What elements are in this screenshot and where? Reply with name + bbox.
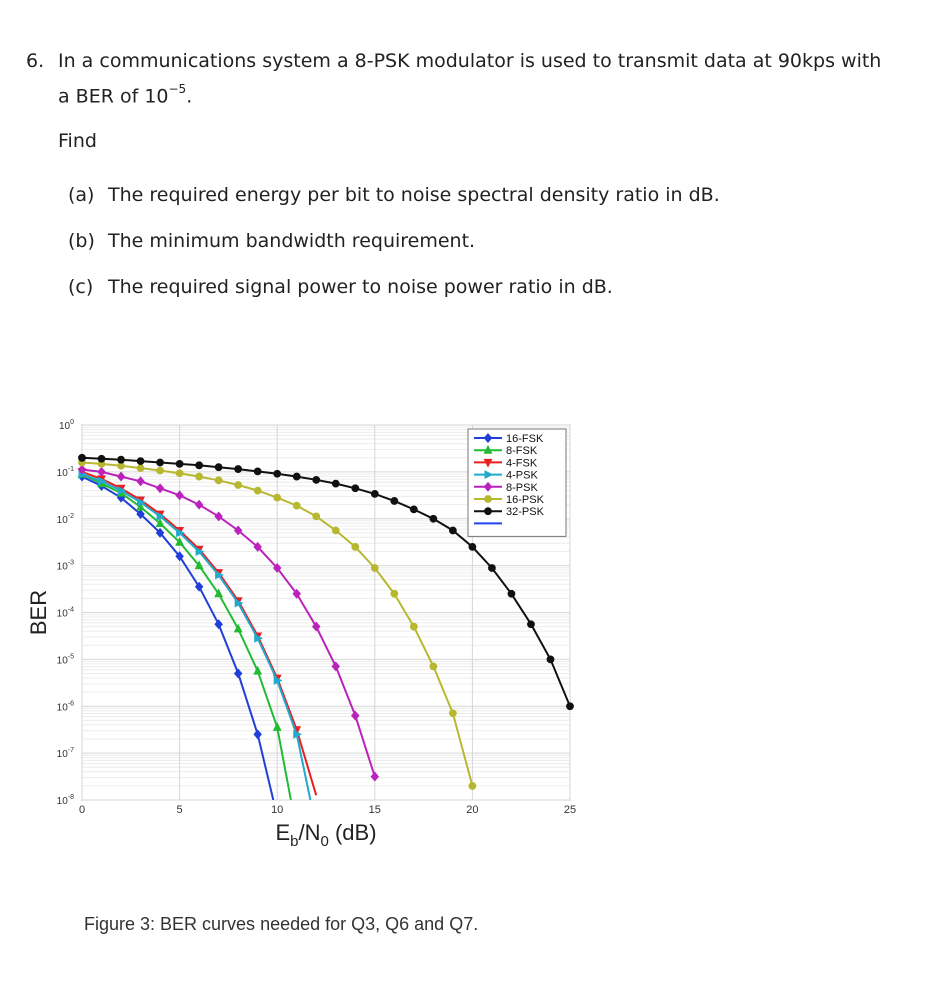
figure-caption: Figure 3: BER curves needed for Q3, Q6 and Q7. <box>84 914 479 934</box>
series-point-16-psk <box>137 465 144 472</box>
series-point-32-psk <box>469 543 476 550</box>
series-point-16-psk <box>235 482 242 489</box>
ber-exponent: −5 <box>168 82 187 96</box>
series-point-16-psk <box>176 470 183 477</box>
series-point-32-psk <box>196 462 203 469</box>
series-point-32-psk <box>352 485 359 492</box>
y-tick-label: $10^{-2}$ <box>56 512 74 526</box>
x-tick-label: 10 <box>271 804 284 816</box>
legend-entry-8-psk: 8-PSK <box>506 481 538 494</box>
question-text-2-end: . <box>186 85 193 108</box>
part-c-label: (c) <box>68 276 94 298</box>
series-point-32-psk <box>235 466 242 473</box>
y-tick-label: $10^{-3}$ <box>56 559 74 573</box>
part-a <box>68 184 720 206</box>
part-c-text: The required signal power to noise power ratio in dB. <box>108 276 613 298</box>
y-tick-label: $10^{-7}$ <box>56 747 74 761</box>
series-point-16-psk <box>274 494 281 501</box>
find-label: Find <box>58 130 97 152</box>
x-tick-label: 0 <box>78 804 86 816</box>
legend-entry-8-fsk: 8-FSK <box>506 445 538 458</box>
y-tick-label: $10^{-5}$ <box>56 653 74 667</box>
ber-chart <box>0 400 620 870</box>
series-point-32-psk <box>98 455 105 462</box>
series-point-16-psk <box>254 487 261 494</box>
series-point-32-psk <box>489 565 496 572</box>
x-tick-label: 5 <box>176 804 183 816</box>
question-line-1 <box>26 46 881 76</box>
x-axis-label: $E_b/N_0$ (dB) <box>275 820 377 850</box>
question-text-1: In a communications system a 8-PSK modulator is used to transmit data at 90kps with <box>58 50 882 72</box>
question-number: 6. <box>26 50 45 72</box>
series-point-32-psk <box>410 506 417 513</box>
series-point-32-psk <box>157 459 164 466</box>
series-point-16-psk <box>196 473 203 480</box>
part-a-label: (a) <box>68 184 95 206</box>
part-b-label: (b) <box>68 230 95 252</box>
series-point-32-psk <box>137 458 144 465</box>
series-point-32-psk <box>391 498 398 505</box>
series-point-32-psk <box>449 527 456 534</box>
series-point-16-psk <box>430 663 437 670</box>
y-tick-label: $10^{-4}$ <box>56 606 74 620</box>
series-point-16-psk <box>293 502 300 509</box>
part-a-text: The required energy per bit to noise spectral density ratio in dB. <box>108 184 720 206</box>
part-b-text: The minimum bandwidth requirement. <box>108 230 476 252</box>
series-point-16-psk <box>215 477 222 484</box>
question-block <box>26 46 881 111</box>
legend-marker <box>485 508 492 515</box>
question-text-2: a BER of 10 <box>58 85 169 108</box>
series-point-32-psk <box>371 491 378 498</box>
series-point-32-psk <box>293 473 300 480</box>
series-point-32-psk <box>274 470 281 477</box>
series-point-32-psk <box>528 621 535 628</box>
series-point-16-psk <box>449 710 456 717</box>
series-point-16-psk <box>313 513 320 520</box>
y-tick-label: $10^{-1}$ <box>56 465 74 479</box>
series-point-16-psk <box>410 623 417 630</box>
series-point-32-psk <box>79 454 86 461</box>
series-point-32-psk <box>508 590 515 597</box>
part-b <box>68 230 475 252</box>
series-point-16-psk <box>371 565 378 572</box>
x-tick-label: 20 <box>466 804 479 816</box>
legend-entry-4-fsk: 4-FSK <box>506 457 538 470</box>
y-tick-label: $10^{-8}$ <box>56 794 74 807</box>
x-tick-label: 15 <box>368 804 381 816</box>
legend-entry-4-psk: 4-PSK <box>506 469 538 482</box>
y-tick-label: $10^0$ <box>58 419 74 432</box>
y-axis-label: BER <box>26 589 51 636</box>
legend-marker <box>485 496 492 503</box>
legend-entry-32-psk: 32-PSK <box>506 506 544 519</box>
series-point-16-psk <box>352 543 359 550</box>
part-c <box>68 276 613 298</box>
series-point-16-psk <box>391 590 398 597</box>
series-point-32-psk <box>430 515 437 522</box>
series-point-32-psk <box>176 461 183 468</box>
question-line-2 <box>26 76 881 111</box>
series-point-32-psk <box>313 476 320 483</box>
series-point-32-psk <box>254 468 261 475</box>
series-point-16-psk <box>157 467 164 474</box>
series-point-32-psk <box>215 464 222 471</box>
series-point-16-psk <box>332 527 339 534</box>
y-tick-label: $10^{-6}$ <box>56 700 74 714</box>
legend-entry-16-psk: 16-PSK <box>506 494 544 506</box>
legend-entry-16-fsk: 16-FSK <box>506 433 544 445</box>
series-point-16-psk <box>469 783 476 790</box>
series-point-32-psk <box>547 656 554 663</box>
series-point-32-psk <box>332 480 339 487</box>
series-point-32-psk <box>118 456 125 463</box>
series-point-32-psk <box>567 703 574 710</box>
x-tick-label: 25 <box>563 804 577 816</box>
